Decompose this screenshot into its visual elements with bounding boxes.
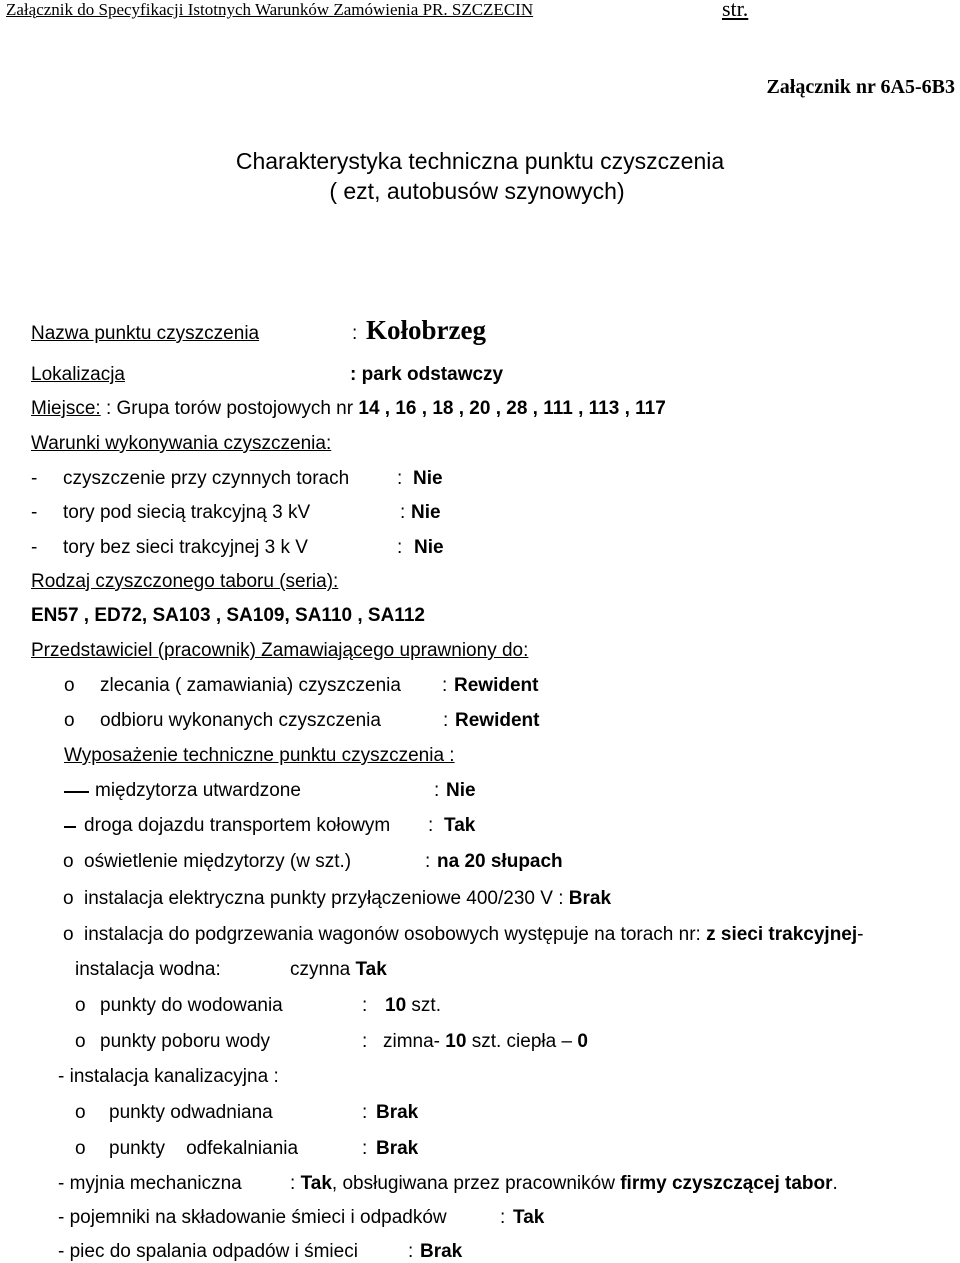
lighting-value: na 20 słupach <box>437 851 563 872</box>
location-label: Lokalizacja <box>31 364 125 385</box>
electrical-row <box>84 888 611 910</box>
representative-label-2: odbioru wykonanych czyszczenia <box>100 710 381 731</box>
water-intake-mid: szt. ciepła – <box>471 1031 573 1052</box>
representative-label-1: zlecania ( zamawiania) czyszczenia <box>100 675 401 696</box>
place-value: 14 , 16 , 18 , 20 , 28 , 111 , 113 , 117 <box>358 398 666 419</box>
intertrack-colon: : <box>434 780 440 801</box>
attachment-label: Załącznik nr 6A5-6B3 <box>766 76 955 98</box>
water-label: instalacja wodna: <box>75 959 221 980</box>
water-points-label: punkty do wodowania <box>100 995 283 1016</box>
condition-dash-2: - <box>31 502 38 523</box>
name-label: Nazwa punktu czyszczenia <box>31 323 260 344</box>
water-points-value: 10 <box>385 995 407 1016</box>
condition-dash-1: - <box>31 468 38 489</box>
condition-colon-3: : <box>397 537 403 558</box>
access-road-colon: : <box>428 815 434 836</box>
incinerator-label: - piec do spalania odpadów i śmieci <box>58 1241 358 1262</box>
heating-bullet: o <box>63 924 74 945</box>
water-points-bullet: o <box>75 995 86 1016</box>
document-header <box>6 0 533 20</box>
condition-value-2: Nie <box>411 502 441 523</box>
car-wash-dot: . <box>832 1173 838 1194</box>
electrical-label: instalacja elektryczna punkty przyłączeniowe 400/230 V : <box>84 888 564 909</box>
representative-bullet-2: o <box>64 710 75 731</box>
place-row <box>31 398 666 420</box>
condition-value-1: Nie <box>413 468 443 489</box>
access-road-label: droga dojazdu transportem kołowym <box>84 815 391 836</box>
incinerator-colon: : <box>408 1241 414 1262</box>
equipment-heading-part-c: : <box>444 745 455 766</box>
page-title <box>0 148 960 205</box>
water-intake-colon: : <box>362 1031 368 1052</box>
intertrack-label: międzytorza utwardzone <box>95 780 301 801</box>
access-road-value: Tak <box>444 815 476 836</box>
rolling-stock-heading: Rodzaj czyszczonego taboru (seria): <box>31 571 339 592</box>
sewer-fecal-colon: : <box>362 1138 368 1159</box>
sewer-fecal-label: punkty odfekalniania <box>109 1138 299 1159</box>
sewer-fecal-value: Brak <box>376 1138 419 1159</box>
incinerator-value: Brak <box>420 1241 463 1262</box>
sewer-drain-label: punkty odwadniana <box>109 1102 273 1123</box>
equipment-heading-part-b: czyszczenia <box>341 745 445 766</box>
car-wash-label: - myjnia mechaniczna <box>58 1173 242 1194</box>
car-wash-colon: : <box>290 1173 296 1194</box>
sewer-drain-bullet: o <box>75 1102 86 1123</box>
condition-label-1: czyszczenie przy czynnych torach <box>63 468 350 489</box>
water-points-unit: szt. <box>411 995 441 1016</box>
water-row <box>290 959 387 981</box>
condition-dash-3: - <box>31 537 38 558</box>
electrical-bullet: o <box>63 888 74 909</box>
heating-trail: - <box>857 924 864 945</box>
heating-row <box>84 924 863 946</box>
intertrack-dash <box>64 791 89 793</box>
car-wash-value: Tak <box>300 1173 332 1194</box>
water-points-row <box>385 995 441 1017</box>
sewer-fecal-bullet: o <box>75 1138 86 1159</box>
representative-value-2: Rewident <box>455 710 540 731</box>
rolling-stock-value: EN57 , ED72, SA103 , SA109, SA110 , SA112 <box>31 605 425 626</box>
water-intake-row <box>383 1031 588 1053</box>
heating-label: instalacja do podgrzewania wagonów osobowych występuje na torach nr: <box>84 924 701 945</box>
condition-label-2: tory pod siecią trakcyjną 3 kV <box>63 502 311 523</box>
car-wash-operator: firmy czyszczącej tabor <box>620 1173 833 1194</box>
car-wash-row <box>290 1173 838 1195</box>
water-intake-bullet: o <box>75 1031 86 1052</box>
waste-bins-label: - pojemniki na składowanie śmieci i odpadków <box>58 1207 447 1228</box>
sewer-drain-colon: : <box>362 1102 368 1123</box>
location-value: : park odstawczy <box>350 364 504 385</box>
access-road-dash <box>64 826 76 828</box>
water-intake-hot-value: 0 <box>577 1031 588 1052</box>
car-wash-text: , obsługiwana przez pracowników <box>331 1173 615 1194</box>
condition-colon-1: : <box>397 468 403 489</box>
representative-heading: Przedstawiciel (pracownik) Zamawiającego uprawniony do: <box>31 640 529 661</box>
representative-bullet-1: o <box>64 675 75 696</box>
page-number-label: str. <box>722 0 749 21</box>
condition-value-3: Nie <box>414 537 444 558</box>
condition-label-3: tory bez sieci trakcyjnej 3 k V <box>63 537 308 558</box>
lighting-bullet: o <box>63 851 74 872</box>
intertrack-value: Nie <box>446 780 476 801</box>
title-line-2: ( ezt, autobusów szynowych) <box>329 178 625 204</box>
representative-colon-1: : <box>442 675 448 696</box>
title-line-1: Charakterystyka techniczna punktu czyszczenia <box>235 148 725 174</box>
water-points-colon: : <box>362 995 368 1016</box>
water-status: czynna <box>290 959 351 980</box>
representative-value-1: Rewident <box>454 675 539 696</box>
representative-colon-2: : <box>443 710 449 731</box>
condition-colon-2: : <box>400 502 406 523</box>
heating-value: z sieci trakcyjnej <box>706 924 858 945</box>
sewer-drain-value: Brak <box>376 1102 419 1123</box>
conditions-heading: Warunki wykonywania czyszczenia: <box>31 433 332 454</box>
waste-bins-value: Tak <box>513 1207 545 1228</box>
lighting-label: oświetlenie międzytorzy (w szt.) <box>84 851 352 872</box>
water-intake-label: punkty poboru wody <box>100 1031 271 1052</box>
electrical-value: Brak <box>568 888 612 909</box>
water-intake-cold-value: 10 <box>445 1031 467 1052</box>
equipment-heading-part-a: Wyposażenie techniczne punktu <box>64 745 342 766</box>
sewer-label: - instalacja kanalizacyjna : <box>58 1066 279 1087</box>
place-prefix: : Grupa torów postojowych nr <box>105 398 354 419</box>
place-label: Miejsce: <box>31 398 101 419</box>
water-intake-prefix: zimna- <box>383 1031 441 1052</box>
lighting-colon: : <box>425 851 431 872</box>
waste-bins-colon: : <box>500 1207 506 1228</box>
equipment-heading <box>64 745 455 767</box>
name-value: Kołobrzeg <box>366 315 486 345</box>
name-colon: : <box>352 323 358 344</box>
header-text: Załącznik do Specyfikacji Istotnych Warunków Zamówienia PR. SZCZECIN <box>6 0 534 19</box>
water-value: Tak <box>355 959 387 980</box>
